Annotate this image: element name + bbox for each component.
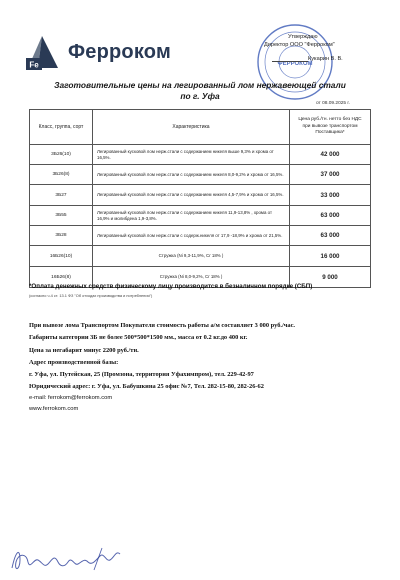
stamp-text: ФЕРРОКОМ <box>277 61 313 67</box>
approval-label: Утверждаю <box>288 34 318 40</box>
header-characteristic: Характеристика <box>93 110 290 145</box>
row-class: 16Б26(8) <box>30 267 93 288</box>
legal-address: Юридический адрес: г. Уфа, ул. Бабушкина 25 офис №7, Тел. 282-15-80, 282-26-62 <box>29 383 264 390</box>
table-row <box>30 226 371 246</box>
row-characteristic: Легированный кусковой лом нерж.стали с содержанием никеля 4,5-7,9% и хрома от 16,5%. <box>93 185 290 206</box>
row-class: 16Б26(10) <box>30 246 93 267</box>
row-class: 3Б28 <box>30 226 93 246</box>
row-characteristic: Легированный кусковой лом нерж.стали с содержанием никеля 8,0-9,2% и хрома от 16,5%. <box>93 165 290 185</box>
email-link[interactable]: e-mail: ferrokom@ferrokom.com <box>29 395 113 401</box>
website-link[interactable]: www.ferrokom.com <box>29 406 79 412</box>
row-characteristic: Стружка (Ni 8,0-9,2%, Cr 18% ) <box>93 267 290 288</box>
payment-note: *Оплата денежных средств физическому лицу производится в безналичном порядке (СБП) <box>29 283 313 290</box>
document-city: по г. Уфа <box>180 91 220 101</box>
document-date: от 08.09.2025 г. <box>316 101 350 106</box>
row-price: 16 000 <box>290 246 371 267</box>
row-characteristic: Легированный кусковой лом нерж.стали с содерж.никеля от 17,9 -18,9% и хрома от 21,5%. <box>93 226 290 246</box>
row-class: 3Б55 <box>30 206 93 226</box>
row-class: 3Б26(10) <box>30 145 93 165</box>
base-address: г. Уфа, ул. Путейская, 25 (Промзона, территория Уфахимпром), тел. 229-42-97 <box>29 371 254 378</box>
signature-line <box>272 61 308 62</box>
base-address-label: Адрес производственной базы: <box>29 359 119 366</box>
row-price: 42 000 <box>290 145 371 165</box>
payment-law-reference: (согласно ч.4 ст. 13.1 ФЗ "Об отходах производства и потребления") <box>29 293 153 298</box>
price-table <box>29 109 371 288</box>
row-price: 9 000 <box>290 267 371 288</box>
ferrokom-logo-icon <box>24 34 68 74</box>
company-logo <box>24 34 214 74</box>
approval-position: Директор ООО "Ферроком" <box>264 42 335 48</box>
row-characteristic: Легированный кусковой лом нерж.стали с содержанием никеля 11,9-13,8% , хрома от 16,9% и молибдена 1,9-3,8%. <box>93 206 290 226</box>
row-class: 3Б26(8) <box>30 165 93 185</box>
row-characteristic: Стружка (Ni 9,3-11,9%, Cr 18% ) <box>93 246 290 267</box>
dimensions-note: Габариты категории 3Б не более 500*500*1500 мм., масса от 0.2 кг.до 400 кг. <box>29 334 248 341</box>
table-row <box>30 206 371 226</box>
row-class: 3Б27 <box>30 185 93 206</box>
table-header-row <box>30 110 371 145</box>
table-row <box>30 185 371 206</box>
row-price: 37 000 <box>290 165 371 185</box>
header-price: Цена руб./тн. нетто без НДС при вывозе транспортом Поставщика* <box>290 110 371 145</box>
table-row <box>30 246 371 267</box>
table-row <box>30 165 371 185</box>
row-price: 33 000 <box>290 185 371 206</box>
logo-badge-text: Fe <box>29 60 39 70</box>
transport-cost-note: При вывозе лома Транспортом Покупателя стоимость работы а/м составляет 3 000 руб./час. <box>29 322 296 329</box>
logo-name: Ферроком <box>68 41 171 63</box>
oversize-price-note: Цена за негабарит минус 2200 руб./тн. <box>29 347 139 354</box>
handwritten-signature <box>8 540 128 576</box>
row-price: 63 000 <box>290 226 371 246</box>
table-row <box>30 145 371 165</box>
header-class: Класс, группа, сорт <box>30 110 93 145</box>
approval-signer: Кукарин В. В. <box>308 56 343 62</box>
row-price: 63 000 <box>290 206 371 226</box>
document-title: Заготовительные цены на легированный лом нержавеющей стали <box>54 80 346 90</box>
row-characteristic: Легированный кусковой лом нерж.стали с содержанием никеля выше 9,3% и хрома от 16,5%. <box>93 145 290 165</box>
